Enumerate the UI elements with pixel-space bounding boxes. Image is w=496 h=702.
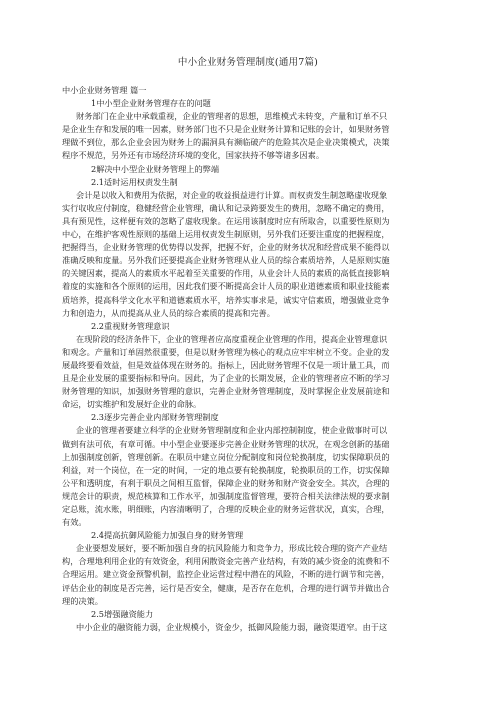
paragraph-line: 合理运用。建立资金预警机制，监控企业运营过程中潜在的风险，不断的进行调节和完善，: [62, 569, 390, 580]
paragraph-line: 质培养，提高科学文化水平和道德素质水平，培养实事求是，诚实守信素质，增强做业竞争: [62, 294, 390, 305]
paragraph-line: 且是企业发展的重要指标和导向。因此，为了企业的长期发展，企业的管理者应不断的学习: [62, 373, 390, 384]
paragraph-line: 在现阶段的经济条件下，企业的管理者应高度重视企业管理的作用，提高企业管理意识: [76, 333, 388, 344]
document-title: 中小企业财务管理制度(通用7篇): [177, 57, 319, 68]
section-heading: 2.3逐步完善企业内部财务管理制度: [91, 412, 219, 423]
paragraph-line: 中心，在维护客观性原则的基础上运用权责发生制原则，另外我们还要注重度的把握程度，: [62, 229, 390, 240]
paragraph-line: 上加强制度创新，管理创新。在职员中建立岗位分配制度和岗位轮换制度，切实保障职员的: [62, 451, 390, 462]
paragraph-line: 实行収收应付制度，稳健经营企业管理，确认和记录跨要发生的费用，忽略不确定的费用，: [62, 202, 390, 213]
section-heading: 2.4提高抗御风险能力加强自身的财务管理: [91, 530, 244, 541]
paragraph-line: 构，合理地利用企业的有效资金，利用闲散资金完善产业结构，有效的减少资金的流费和不: [62, 556, 390, 567]
paragraph-line: 财务部门在企业中承载重视，企业的管理者的思想，思维模式未转变，产量和订单不只: [76, 111, 388, 122]
section-heading: 2.1适时运用权责发生制: [91, 176, 178, 187]
paragraph-line: 准确反映和度量。另外我们还要提高企业财务管理从业人员的综合素质培养，人是原则实施: [62, 255, 390, 266]
paragraph-line: 把握得当，企业财务管理的优势得以发挥，把握不好，企业的财务状况和经营成果不能得以: [62, 242, 390, 253]
paragraph-line: 力和创造力，从而提高从业人员的综合素质的提高和完善。: [62, 307, 275, 318]
paragraph-line: 理做不到位，那么企业会因为财务上的漏洞具有濒临破产的危险其次是企业决策模式，决策: [62, 137, 390, 148]
document-body: [62, 84, 444, 634]
paragraph-line: 具有预见性，这样便有效的忽略了虚收现象。在运用该制度时应有所取舍，以重要性原则为: [62, 215, 390, 226]
paragraph-line: 展最终要看效益，但是效益体现在财务的。指标上，因此财务管理不仅是一项计量工具，而: [62, 359, 390, 370]
paragraph-line: 财务管理的知识，加强财务管理的意识，完善企业财务管理制度，及时掌握企业发展前途和: [62, 386, 390, 397]
article-heading: 中小企业财务管理 篇一: [62, 85, 147, 95]
paragraph-line: 规范会计的职责，规范核算和工作水平，加强制度监督管理，要符合相关法律法规的要求制: [62, 490, 390, 501]
paragraph-line: 有效。: [62, 517, 87, 528]
section-heading: 2.2重视财务管理意识: [91, 320, 170, 331]
paragraph-line: 理的决策。: [62, 595, 103, 606]
section-heading: 2解决中小型企业财务管理上的弊端: [91, 163, 220, 174]
paragraph-line: 和观念。产量和订单固然很重要，但是以财务管理为核心的观点应牢牢树立不变。企业的发: [62, 346, 390, 357]
paragraph-line: 公平和透明度，有利于职员之间相互监督，保障企业的财务和财产资金安全。其次，合理的: [62, 477, 390, 488]
paragraph-line: 命运，切实维护和发展好企业的命脉。: [62, 399, 202, 410]
paragraph-line: 定总账，流水账，明细账，内容清晰明了，合理的反映企业的财务运营状况，真实，合理，: [62, 504, 390, 514]
paragraph-line: 企业要想发展好，要不断加强自身的抗风险能力和竞争力，形成比较合理的资产产业结: [76, 543, 388, 554]
paragraph-line: 企业的管理者要建立科学的企业财务管理制度和企业内部控制制度，使企业做事时可以: [76, 425, 388, 436]
section-heading: 1中小型企业财务管理存在的问题: [91, 98, 211, 109]
paragraph-line: 评估企业的制度是否完善，运行是否安全，健康，是否存在危机，合理的进行调节并做出合: [62, 582, 390, 593]
paragraph-line: 做到有法可依，有章可循。中小型企业要逐步完善企业财务管理的状况，在观念创新的基础: [62, 438, 390, 449]
paragraph-line: 利益，对一个岗位，在一定的时间，一定的地点要有轮换制度，轮换职员的工作，切实保障: [62, 464, 390, 475]
paragraph-line: 会计是以收入和费用为依据，对企业的收益损益进行计算。而权责发生制忽略虚收现象: [76, 189, 388, 200]
paragraph-line: 着度的实施和各个原则的运用，因此我们要不断提高会计人员的职业道德素质和职业技能素: [62, 281, 390, 292]
section-heading: 2.5增强融资能力: [91, 608, 154, 619]
paragraph-line: 是企业生存和发展的唯一因素，财务部门也不只是企业财务计算和记账的会计，如果财务管: [62, 124, 390, 135]
paragraph-line: 程序不规范，另外还有市场经济环境的变化，国家扶持不够等诸多因素。: [62, 150, 325, 161]
paragraph-line: 中小企业的融资能力弱，企业规模小，资金少，抵御风险能力弱，融资渠道窄。由于这: [76, 621, 388, 632]
paragraph-line: 的关键因素，提高人的素质水平起着至关重要的作用，从业会计人员的素质的高低直接影响: [62, 268, 390, 279]
